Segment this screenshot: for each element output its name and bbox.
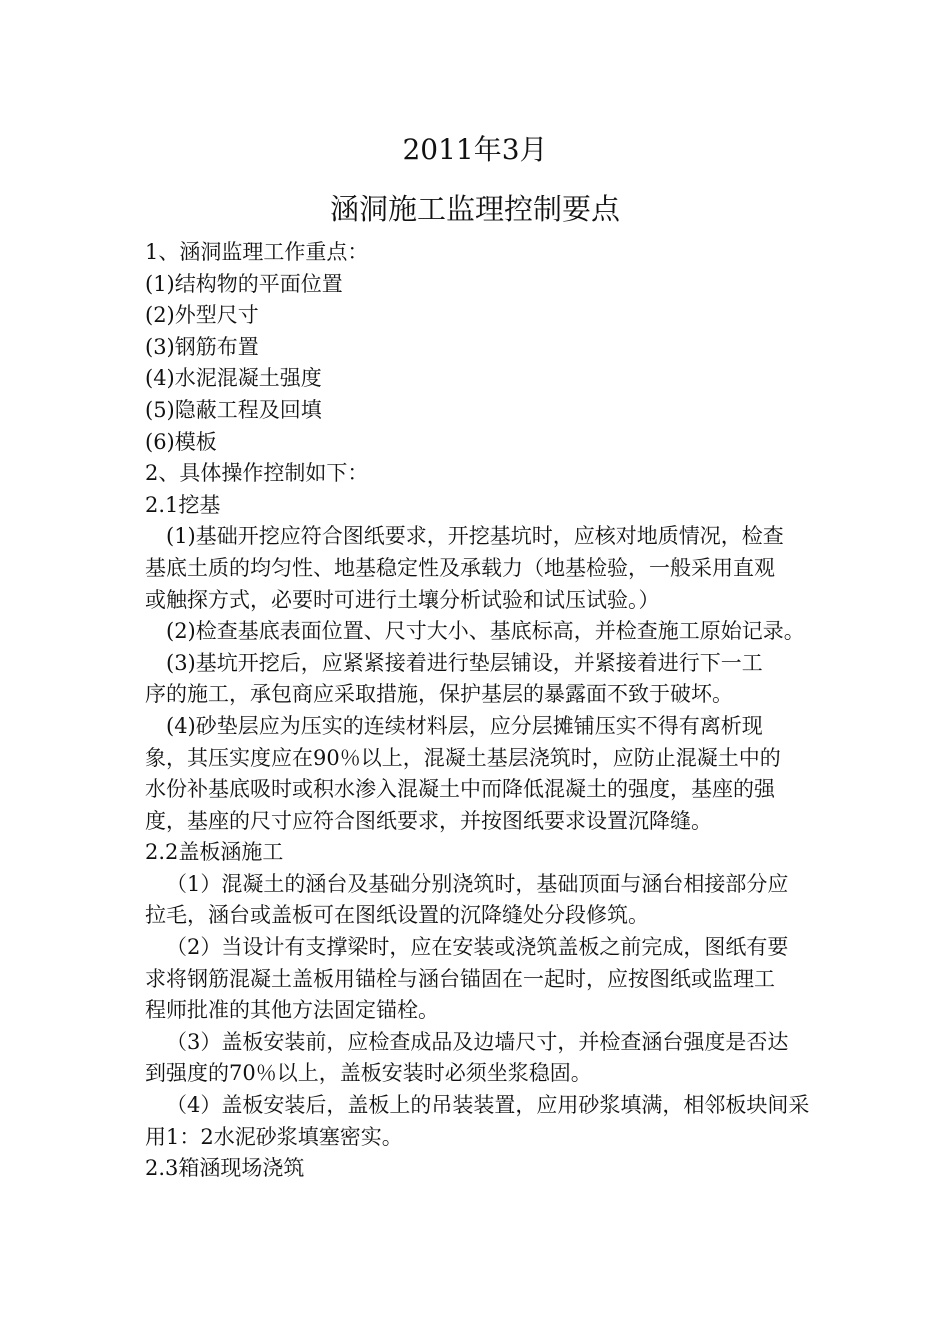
- paragraph-line: 序的施工，承包商应采取措施，保护基层的暴露面不致于破坏。: [145, 682, 733, 707]
- paragraph-line: （2）当设计有支撑梁时，应在安装或浇筑盖板之前完成，图纸有要: [166, 935, 789, 960]
- list-item: (6)模板: [145, 429, 217, 454]
- document-date: 2011年3月: [402, 133, 548, 166]
- paragraph-line: (2)检查基底表面位置、尺寸大小、基底标高，并检查施工原始记录。: [166, 619, 805, 644]
- list-item: (3)钢筋布置: [145, 334, 259, 359]
- paragraph-line: (4)砂垫层应为压实的连续材料层，应分层摊铺压实不得有离析现: [166, 713, 763, 738]
- paragraph-line: 用1：2水泥砂浆填塞密实。: [145, 1124, 403, 1149]
- paragraph-line: 拉毛，涵台或盖板可在图纸设置的沉降缝处分段修筑。: [145, 903, 649, 928]
- section-heading: 1、涵洞监理工作重点：: [145, 240, 369, 264]
- subsection-heading: 2.2盖板涵施工: [145, 840, 284, 865]
- paragraph-line: 或触探方式，必要时可进行土壤分析试验和试压试验。）: [145, 587, 660, 612]
- paragraph-line: （1）混凝土的涵台及基础分别浇筑时，基础顶面与涵台相接部分应: [166, 871, 789, 896]
- paragraph-line: 基底土质的均匀性、地基稳定性及承载力（地基检验，一般采用直观: [145, 555, 775, 580]
- paragraph-line: （3）盖板安装前，应检查成品及边墙尺寸，并检查涵台强度是否达: [166, 1029, 789, 1054]
- subsection-heading: 2.3箱涵现场浇筑: [145, 1156, 305, 1181]
- paragraph-line: 度，基座的尺寸应符合图纸要求，并按图纸要求设置沉降缝。: [145, 808, 712, 833]
- list-item: (4)水泥混凝土强度: [145, 366, 322, 391]
- document-body: [145, 237, 825, 1185]
- paragraph-line: （4）盖板安装后，盖板上的吊装装置，应用砂浆填满，相邻板块间采: [166, 1093, 810, 1118]
- section-heading: 2、具体操作控制如下：: [145, 461, 369, 486]
- paragraph-line: 程师批准的其他方法固定锚栓。: [145, 998, 439, 1023]
- list-item: (1)结构物的平面位置: [145, 271, 343, 296]
- subsection-heading: 2.1挖基: [145, 492, 221, 517]
- paragraph-line: 求将钢筋混凝土盖板用锚栓与涵台锚固在一起时，应按图纸或监理工: [145, 966, 775, 991]
- paragraph-line: (3)基坑开挖后，应紧紧接着进行垫层铺设，并紧接着进行下一工: [166, 650, 763, 675]
- list-item: (5)隐蔽工程及回填: [145, 397, 322, 422]
- paragraph-line: 水份补基底吸时或积水渗入混凝土中而降低混凝土的强度，基座的强: [145, 777, 775, 802]
- paragraph-line: 到强度的70％以上，盖板安装时必须坐浆稳固。: [145, 1061, 592, 1086]
- paragraph-line: (1)基础开挖应符合图纸要求，开挖基坑时，应核对地质情况，检查: [166, 524, 784, 549]
- document-title: 涵洞施工监理控制要点: [329, 192, 620, 226]
- paragraph-line: 象，其压实度应在90％以上，混凝土基层浇筑时，应防止混凝土中的: [145, 745, 781, 770]
- list-item: (2)外型尺寸: [145, 303, 259, 328]
